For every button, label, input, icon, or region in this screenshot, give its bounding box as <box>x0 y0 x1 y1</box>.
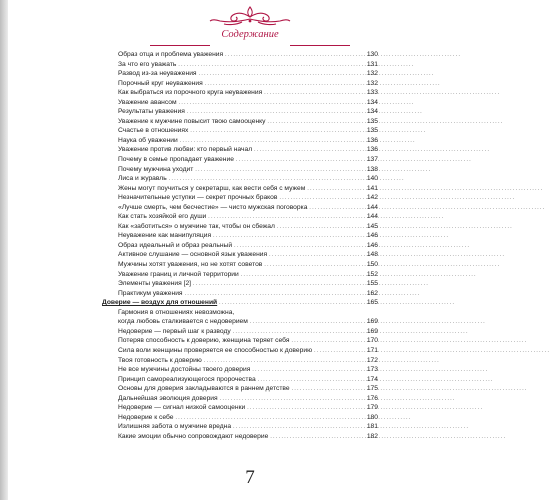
toc-entry-page: 171 <box>366 346 378 354</box>
toc-entry-title: Уважение против любви: кто первый начал <box>118 146 253 154</box>
toc-entry[interactable] <box>102 88 378 98</box>
toc-entry-page: 169 <box>366 327 378 335</box>
toc-entry[interactable] <box>102 413 378 423</box>
toc-entry-title: Как выбраться из порочного круга неуважения <box>118 89 263 97</box>
toc-entry-title: Не все мужчины достойны твоего доверия <box>118 366 251 374</box>
toc-entry[interactable] <box>102 231 378 241</box>
toc-entry-title: Образ отца и проблема уважения <box>118 51 224 58</box>
toc-entry-page: 179 <box>366 404 378 412</box>
toc-entry-title: когда любовь сталкивается с недоверием <box>118 318 248 326</box>
toc-entry-page: 136 <box>366 146 378 154</box>
toc-entry[interactable] <box>102 117 378 127</box>
toc-entry[interactable] <box>102 212 378 222</box>
toc-entry[interactable] <box>102 394 378 404</box>
toc-entry-title: Порочный круг неуважения <box>118 79 203 87</box>
toc-entry[interactable] <box>102 403 378 413</box>
toc-entry-page: 130 <box>366 51 378 58</box>
toc-entry-page: 131 <box>366 60 378 68</box>
toc-entry[interactable] <box>102 203 378 213</box>
toc-entry-title: Потеряв способность к доверию, женщина теряет себя <box>118 337 290 345</box>
toc-entry[interactable] <box>102 241 378 251</box>
toc-entry-title: Как стать хозяйкой его души <box>118 213 207 221</box>
toc-entry-title: Лиса и журавль <box>118 175 167 183</box>
toc-entry[interactable] <box>102 422 378 432</box>
ornament-flourish-icon <box>206 4 294 28</box>
toc-section-heading[interactable] <box>102 298 378 308</box>
toc-entry-page: 146 <box>366 241 378 249</box>
toc-entry-title: За что его уважать <box>118 60 177 68</box>
toc-entry-page: 181 <box>366 423 378 431</box>
toc-entry-page: 148 <box>366 251 378 259</box>
toc-entry[interactable] <box>102 79 378 89</box>
toc-entry-title: Почему мужчина уходит <box>118 165 194 173</box>
toc-entry-title: Какие эмоции обычно сопровождают недоверие <box>118 432 269 440</box>
toc-dot-leader <box>270 432 363 443</box>
toc-entry-title: Практикум уважения <box>118 289 183 297</box>
toc-entry[interactable] <box>102 250 378 260</box>
toc-entry-title: Твоя готовность к доверию <box>118 356 202 364</box>
toc-entry[interactable] <box>102 69 378 79</box>
toc-entry-page: 136 <box>366 136 378 144</box>
toc-entry-page: 172 <box>366 356 378 364</box>
toc-entry-title: Наука об уважении <box>118 136 178 144</box>
toc-entry-page: 132 <box>366 70 378 78</box>
toc-entry[interactable] <box>102 193 378 203</box>
toc-entry-title: Уважение авансом <box>118 98 177 106</box>
toc-entry-page: 150 <box>366 261 378 269</box>
toc-entry-title: Образ идеальный и образ реальный <box>118 241 233 249</box>
toc-entry[interactable] <box>102 384 378 394</box>
toc-entry-title: Мужчины хотят уважения, но не хотят советов <box>118 261 263 269</box>
toc-entry-title: Неуважение как манипуляция <box>118 232 212 240</box>
toc-entry-title: Уважение к мужчине повысит твою самооценку <box>118 117 266 125</box>
toc-entry-page: 134 <box>366 98 378 106</box>
heading-rule-left <box>150 45 210 46</box>
toc-entry-title: Как «заботиться» о мужчине так, чтобы он сбежал <box>118 222 275 230</box>
toc-entry-page: 176 <box>366 394 378 402</box>
toc-entry-page: 135 <box>366 117 378 125</box>
toc-entry-title: Почему в семье пропадает уважение <box>118 156 234 164</box>
toc-entry-title: Основы для доверия закладываются в раннем детстве <box>118 385 290 393</box>
toc-entry[interactable] <box>102 184 378 194</box>
toc-entry[interactable] <box>102 174 378 184</box>
toc-entry-title: Принцип самореализующегося пророчества <box>118 375 256 383</box>
toc-entry[interactable] <box>102 346 378 356</box>
toc-entry-page: 145 <box>366 222 378 230</box>
toc-entry-page: 170 <box>366 337 378 345</box>
toc-entry-page: 173 <box>366 366 378 374</box>
toc-entry-page: 140 <box>366 175 378 183</box>
toc-entry-page: 141 <box>366 184 378 192</box>
toc-entry-title: Недоверие к себе <box>118 413 174 421</box>
toc-entry[interactable] <box>102 126 378 136</box>
toc-entry-title: Недоверие — сигнал низкой самооценки <box>118 404 246 412</box>
toc-entry-page: 132 <box>366 79 378 87</box>
toc-entry-page: 135 <box>366 127 378 135</box>
toc-entry-page: 142 <box>366 194 378 202</box>
page-title: Содержание <box>221 29 279 40</box>
table-of-contents <box>102 50 378 441</box>
toc-entry[interactable] <box>102 365 378 375</box>
toc-entry-title: Дальнейшая эволюция доверия <box>118 394 218 402</box>
toc-entry-title: Активное слушание — основной язык уважения <box>118 251 268 259</box>
toc-entry-page: 144 <box>366 213 378 221</box>
toc-entry[interactable] <box>102 98 378 108</box>
toc-entry-page: 169 <box>366 318 378 326</box>
toc-entry-page: 174 <box>366 375 378 383</box>
toc-entry[interactable] <box>102 50 378 60</box>
toc-entry-title: Уважение границ и личной территории <box>118 270 239 278</box>
toc-entry-page: 138 <box>366 165 378 173</box>
toc-entry-title: Гармония в отношениях невозможна, <box>118 308 235 316</box>
toc-entry-title: Доверие — воздух для отношений <box>102 299 218 307</box>
toc-entry[interactable] <box>102 222 378 232</box>
toc-entry[interactable] <box>102 136 378 146</box>
toc-entry[interactable] <box>102 289 378 299</box>
toc-entry-page: 180 <box>366 413 378 421</box>
toc-entry-page: 165 <box>366 299 378 307</box>
toc-entry-title: Недоверие — первый шаг к разводу <box>118 327 231 335</box>
heading-rule-right <box>290 45 350 46</box>
toc-dot-leader <box>219 298 363 309</box>
page-edge-shadow <box>0 0 8 500</box>
toc-entry[interactable] <box>102 145 378 155</box>
toc-entry[interactable] <box>102 107 378 117</box>
toc-entry[interactable] <box>102 279 378 289</box>
toc-entry-title: Счастье в отношениях <box>118 127 189 135</box>
toc-entry-title: Незначительные уступки — секрет прочных браков <box>118 194 278 202</box>
toc-entry[interactable] <box>102 60 378 70</box>
toc-entry-page: 144 <box>366 203 378 211</box>
toc-entry-page: 155 <box>366 280 378 288</box>
toc-entry-title: Элементы уважения [2] <box>118 280 192 288</box>
toc-entry[interactable] <box>102 336 378 346</box>
toc-entry-title: Сила воли женщины проверяется ее способностью к доверию <box>118 346 313 354</box>
toc-entry[interactable] <box>102 270 378 280</box>
toc-entry-title: Излишняя забота о мужчине вредна <box>118 423 232 431</box>
toc-entry-page: 137 <box>366 156 378 164</box>
toc-entry-page: 152 <box>366 270 378 278</box>
toc-entry[interactable] <box>102 155 378 165</box>
toc-entry[interactable] <box>102 260 378 270</box>
toc-entry-page: 182 <box>366 432 378 440</box>
page-number: 7 <box>245 467 255 488</box>
toc-entry-title: Жены могут поучиться у секретарш, как вести себя с мужем <box>118 184 306 192</box>
toc-entry[interactable] <box>102 432 378 442</box>
toc-entry[interactable] <box>102 375 378 385</box>
toc-entry-page: 133 <box>366 89 378 97</box>
toc-entry-title: «Лучше смерть, чем бесчестие» — чисто мужская поговорка <box>118 203 308 211</box>
toc-entry[interactable] <box>102 308 378 318</box>
toc-entry[interactable] <box>102 165 378 175</box>
toc-entry-page: 175 <box>366 385 378 393</box>
toc-entry-page: 162 <box>366 289 378 297</box>
toc-entry-title: Развод из-за неуважения <box>118 70 197 78</box>
toc-entry[interactable] <box>102 317 378 327</box>
toc-entry-page: 146 <box>366 232 378 240</box>
toc-entry[interactable] <box>102 327 378 337</box>
toc-entry-title: Результаты уважения <box>118 108 185 116</box>
toc-entry[interactable] <box>102 356 378 366</box>
toc-entry-page: 134 <box>366 108 378 116</box>
